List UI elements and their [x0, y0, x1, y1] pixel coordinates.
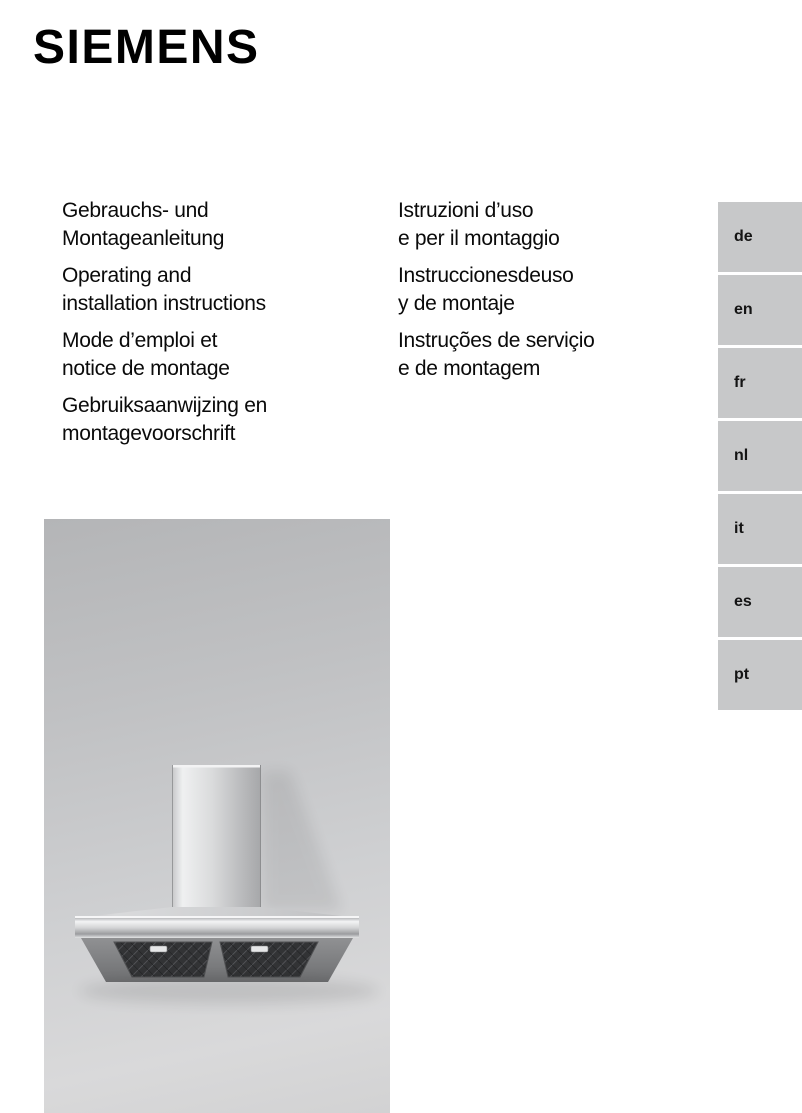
language-tab-pt — [718, 640, 802, 710]
title-line: e per il montaggio — [398, 227, 560, 250]
product-photo — [44, 519, 390, 1113]
title-spanish — [398, 262, 728, 318]
title-line: Mode d’emploi et — [62, 329, 218, 352]
title-line: y de montaje — [398, 292, 515, 315]
title-line: Instruccionesdeuso — [398, 264, 574, 287]
title-portuguese — [398, 327, 728, 383]
title-dutch — [62, 392, 398, 448]
title-line: Montageanleitung — [62, 227, 225, 250]
title-line: montagevoorschrift — [62, 422, 236, 445]
language-tab-es — [718, 567, 802, 637]
tab-label-en: en — [734, 301, 753, 318]
tab-label-es: es — [734, 593, 752, 610]
title-row — [62, 327, 728, 383]
brand-logo: SIEMENS — [33, 21, 260, 74]
tab-label-nl: nl — [734, 447, 749, 464]
title-line: Gebruiksaanwijzing en — [62, 394, 267, 417]
filter-latch-left — [150, 946, 167, 952]
hood-underside — [81, 938, 353, 982]
tab-label-it: it — [734, 520, 744, 537]
title-row — [62, 392, 728, 448]
tab-label-de: de — [734, 228, 753, 245]
title-block — [62, 197, 728, 448]
title-italian — [398, 197, 728, 253]
tab-label-fr: fr — [734, 374, 746, 391]
title-row — [62, 262, 728, 318]
title-line: Gebrauchs- und — [62, 199, 209, 222]
title-english — [62, 262, 398, 318]
language-tab-nl — [718, 421, 802, 491]
title-line: Operating and — [62, 264, 192, 287]
title-line: Istruzioni d’uso — [398, 199, 534, 222]
language-tab-fr — [718, 348, 802, 418]
title-line: installation instructions — [62, 292, 266, 315]
hood-chimney — [172, 765, 261, 909]
title-row — [62, 197, 728, 253]
filter-latch-right — [251, 946, 268, 952]
language-tab-list — [718, 202, 802, 710]
language-tab-it — [718, 494, 802, 564]
range-hood-illustration — [44, 519, 390, 1113]
title-line: notice de montage — [62, 357, 230, 380]
language-tab-en — [718, 275, 802, 345]
title-line: e de montagem — [398, 357, 541, 380]
hood-canopy — [75, 916, 359, 938]
title-german — [62, 197, 398, 253]
tab-label-pt: pt — [734, 666, 750, 683]
title-line: Instruções de serviçio — [398, 329, 595, 352]
title-french — [62, 327, 398, 383]
language-tab-de — [718, 202, 802, 272]
